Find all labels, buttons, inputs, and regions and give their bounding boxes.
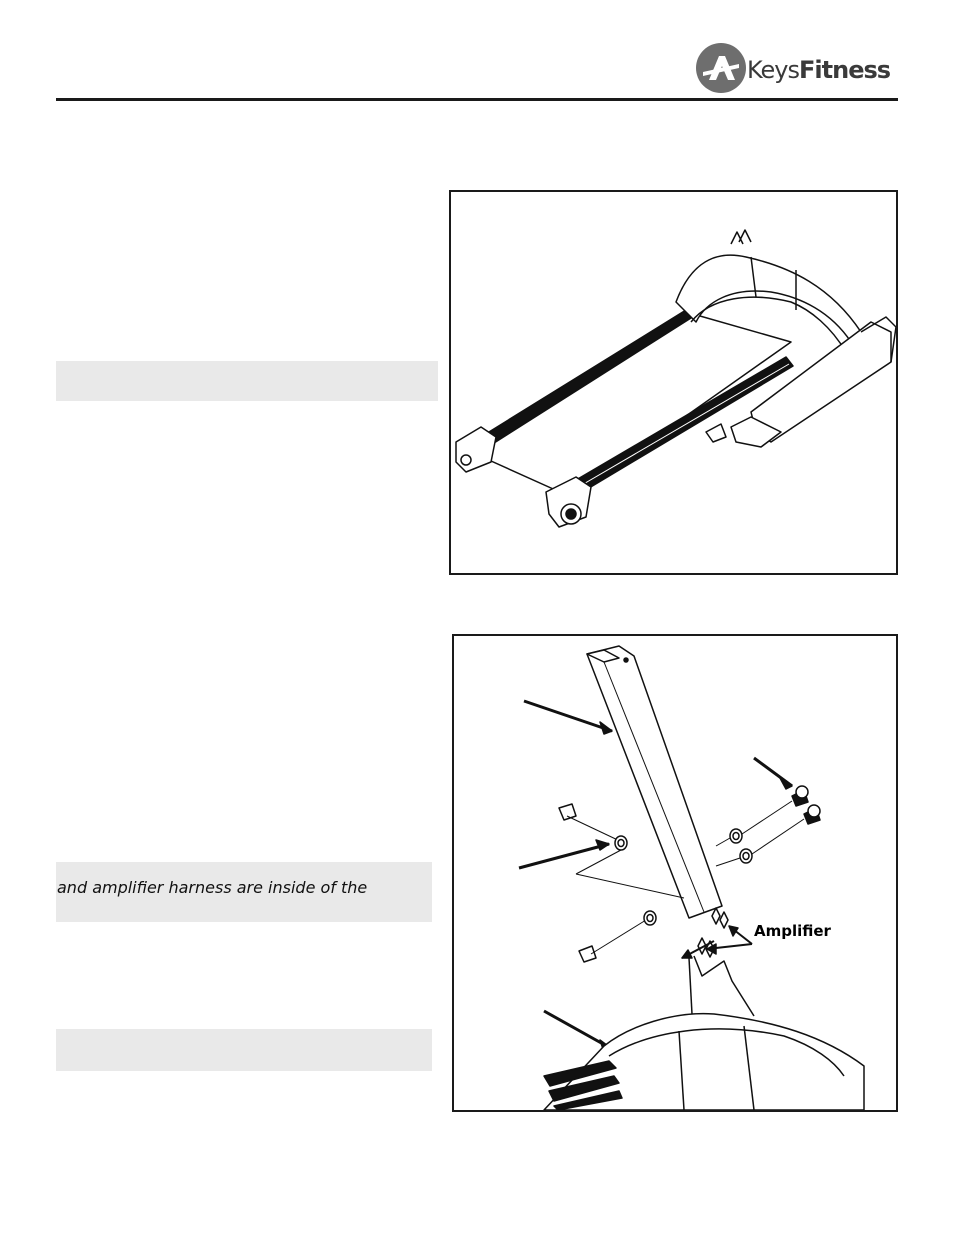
logo-word-fitness: Fitness — [799, 56, 891, 84]
treadmill-base-drawing — [451, 192, 896, 573]
note-box-1 — [56, 361, 438, 401]
keysfitness-runner-logo-icon — [695, 42, 747, 94]
upright-assembly-figure — [452, 634, 898, 1112]
treadmill-base-figure — [449, 190, 898, 575]
logo-word-keys: Keys — [747, 56, 800, 84]
amplifier-label: Amplifier — [754, 922, 831, 940]
logo-wordmark — [747, 56, 890, 84]
upright-assembly-drawing — [454, 636, 896, 1110]
harness-note-text: and amplifier harness are inside of the — [57, 878, 368, 897]
header-rule — [56, 98, 898, 101]
keysfitness-logo — [695, 42, 900, 96]
note-box-3 — [56, 1029, 432, 1071]
